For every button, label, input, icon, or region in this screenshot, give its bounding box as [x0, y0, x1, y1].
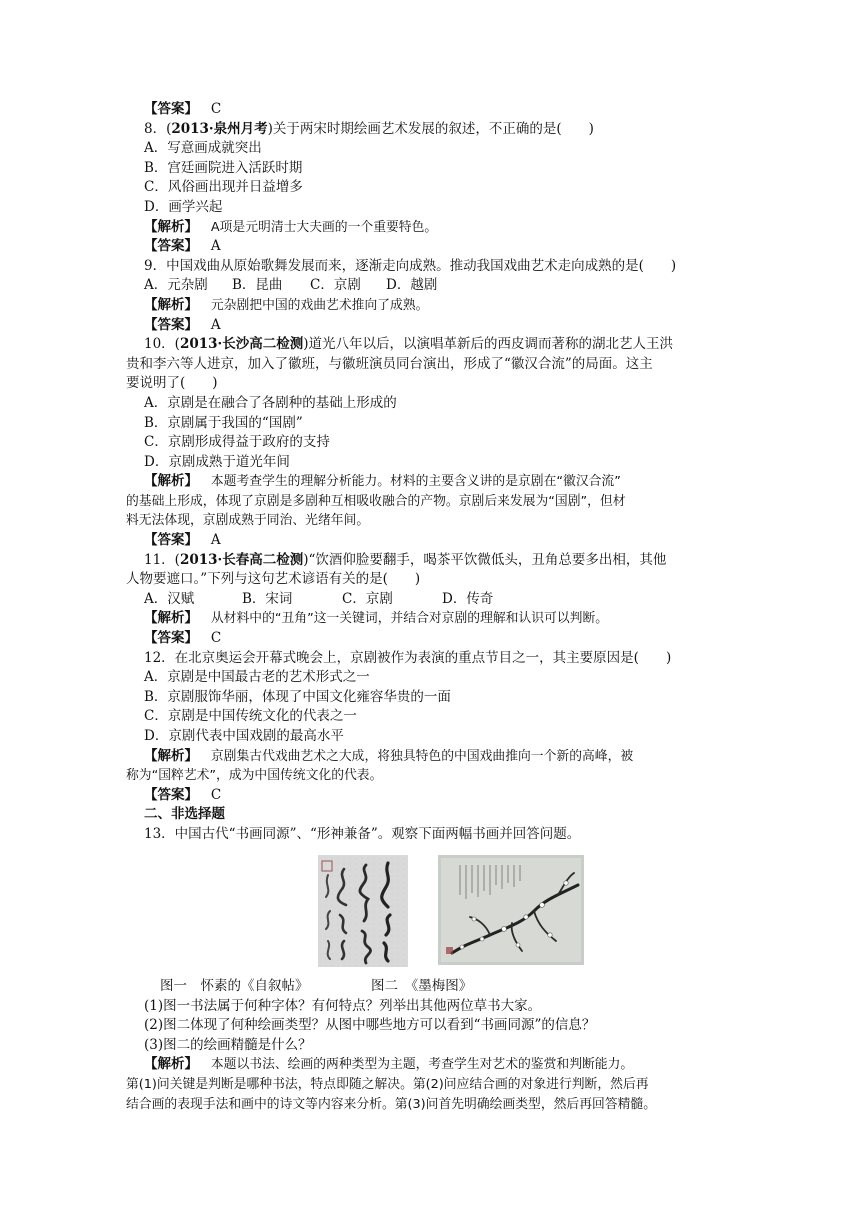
q11-num: 11．( — [144, 551, 180, 568]
q12-answer: C — [210, 786, 222, 803]
figure-2-caption: 图二 《墨梅图》 — [371, 977, 473, 994]
q9-analysis-text: 元杂剧把中国的戏曲艺术推向了成熟。 — [210, 297, 429, 313]
q10-option-c: C．京剧形成得益于政府的支持 — [144, 434, 330, 451]
q11-answer: C — [210, 630, 222, 647]
q9-answer: A — [210, 316, 221, 333]
q12-stem: 12．在北京奥运会开幕式晚会上，京剧被作为表演的重点节目之一，其主要原因是( ) — [144, 649, 672, 666]
q8-analysis-text: A项是元明清士大夫画的一个重要特色。 — [210, 219, 438, 235]
q11-stem-2: 人物要遮口。”下列与这句艺术谚语有关的是( ) — [126, 571, 421, 588]
q9-option-d: D．越剧 — [386, 277, 438, 294]
q8-option-a: A．写意画成就突出 — [144, 140, 262, 157]
q12-option-c: C．京剧是中国传统文化的代表之一 — [144, 708, 357, 725]
q10-analysis-2: 的基础上形成，体现了京剧是多剧种互相吸收融合的产物。京剧后来发展为“国剧”，但材 — [126, 493, 626, 509]
analysis-label: 【解析】 — [144, 473, 198, 490]
q8-analysis — [126, 218, 736, 238]
section-heading: 二、非选择题 — [144, 806, 225, 823]
q10-option-d: D．京剧成熟于道光年间 — [144, 453, 290, 470]
q10-stem-text-1: )道光八年以后，以演唱革新后的西皮调而著称的湖北艺人王洪 — [303, 336, 674, 353]
q11-option-d: D．传奇 — [442, 590, 494, 607]
q8-year: 2013· — [171, 120, 214, 137]
q10-stem-3: 要说明了( ) — [126, 375, 218, 392]
q11-source: 长春高二检测 — [222, 551, 304, 568]
q9-stem: 9．中国戏曲从原始歌舞发展而来，逐渐走向成熟。推动我国戏曲艺术走向成熟的是( ) — [144, 257, 677, 274]
q10-option-b: B．京剧属于我国的“国剧” — [144, 414, 303, 431]
q10-stem-2: 贵和李六等人进京，加入了徽班，与徽班演员同台演出，形成了“徽汉合流”的局面。这主 — [126, 355, 653, 372]
q9-options — [126, 276, 736, 296]
q13-sub-3: (3)图二的绘画精髓是什么？ — [144, 1036, 312, 1053]
answer-label: 【答案】 — [144, 238, 198, 255]
document-page — [126, 100, 736, 1114]
q8-option-d: D．画学兴起 — [144, 198, 223, 215]
q13-analysis-3: 结合画的表现手法和画中的诗文等内容来分析。第(3)问首先明确绘画类型，然后再回答精髓。 — [126, 1096, 657, 1112]
q8-stem-text: )关于两宋时期绘画艺术发展的叙述，不正确的是( ) — [267, 120, 594, 137]
q10-analysis-text-1: 本题考查学生的理解分析能力。材料的主要含义讲的是京剧在“徽汉合流” — [210, 474, 621, 490]
q11-option-a: A．汉赋 — [144, 590, 195, 607]
q12-option-d: D．京剧代表中国戏剧的最高水平 — [144, 728, 344, 744]
q8-option-b: B．宫廷画院进入活跃时期 — [144, 159, 303, 176]
q10-option-a: A．京剧是在融合了各剧种的基础上形成的 — [144, 394, 397, 411]
answer-label: 【答案】 — [144, 101, 198, 117]
q10-answer: A — [210, 532, 221, 549]
q13-sub-1: (1)图一书法属于何种字体？有何特点？列举出其他两位草书大家。 — [144, 997, 542, 1014]
q11-options — [126, 590, 736, 610]
q13-stem: 13．中国古代“书画同源”、“形神兼备”。观察下面两幅书画并回答问题。 — [144, 825, 581, 842]
q13-analysis-text-1: 本题以书法、绘画的两种类型为主题，考查学生对艺术的鉴赏和判断能力。 — [210, 1057, 634, 1073]
q13-figures — [126, 851, 736, 977]
q13-analysis-2: 第(1)问关键是判断是哪种书法，特点即随之解决。第(2)问应结合画的对象进行判断，然后再 — [126, 1076, 649, 1092]
q10-answer-line — [126, 531, 736, 551]
q9-option-c: C．京剧 — [310, 277, 361, 294]
answer-label: 【答案】 — [144, 316, 198, 333]
analysis-label: 【解析】 — [144, 218, 198, 235]
q11-option-c: C．京剧 — [342, 590, 393, 607]
q12-analysis-text-1: 京剧集古代戏曲艺术之大成，将独具特色的中国戏曲推向一个新的高峰，被 — [210, 748, 634, 764]
q11-analysis — [126, 609, 736, 629]
q8-answer-line — [126, 237, 736, 257]
analysis-label: 【解析】 — [144, 610, 198, 627]
q12-answer-line — [126, 786, 736, 806]
analysis-label: 【解析】 — [144, 296, 198, 313]
q11-analysis-text: 从材料中的“丑角”这一关键词，并结合对京剧的理解和认识可以判断。 — [210, 611, 609, 627]
q10-source: 长沙高二检测 — [222, 336, 304, 353]
answer-label: 【答案】 — [144, 786, 198, 803]
q7-answer: C — [210, 101, 222, 117]
answer-label: 【答案】 — [144, 532, 198, 549]
q13-sub-2: (2)图二体现了何种绘画类型？从图中哪些地方可以看到“书画同源”的信息？ — [144, 1017, 596, 1034]
q9-analysis — [126, 296, 736, 316]
q10-num: 10．( — [144, 336, 180, 353]
plum-blossom-painting — [438, 855, 584, 965]
figure-1-caption: 图一 怀素的《自叙帖》 — [160, 977, 309, 994]
q12-option-a: A．京剧是中国最古老的艺术形式之一 — [144, 669, 370, 686]
q12-option-b: B．京剧服饰华丽，体现了中国文化雍容华贵的一面 — [144, 688, 451, 705]
q12-analysis-2: 称为“国粹艺术”，成为中国传统文化的代表。 — [126, 768, 383, 784]
calligraphy-image — [318, 855, 408, 967]
q11-option-b: B．宋词 — [242, 590, 293, 607]
q7-answer-line — [126, 100, 736, 120]
q10-stem-1 — [126, 335, 736, 355]
q11-stem-1 — [126, 551, 736, 571]
q11-stem-text-1: )“饮酒仰脸要翻手，喝茶平饮微低头，丑角总要多出相，其他 — [303, 551, 667, 568]
q9-option-a: A．元杂剧 — [144, 277, 208, 294]
q13-captions — [126, 977, 736, 997]
q8-source: 泉州月考 — [213, 120, 268, 137]
q8-stem — [126, 120, 736, 140]
q9-option-b: B．昆曲 — [232, 277, 283, 294]
q8-option-c: C．风俗画出现并日益增多 — [144, 179, 303, 196]
q8-answer: A — [210, 238, 221, 255]
analysis-label: 【解析】 — [144, 1056, 198, 1073]
q11-year: 2013· — [179, 551, 223, 568]
q10-analysis-1 — [126, 472, 736, 492]
q10-year: 2013· — [179, 336, 223, 353]
q13-analysis-1 — [126, 1055, 736, 1075]
q9-answer-line — [126, 316, 736, 336]
analysis-label: 【解析】 — [144, 747, 198, 764]
q11-answer-line — [126, 629, 736, 649]
q12-analysis-1 — [126, 747, 736, 767]
answer-label: 【答案】 — [144, 630, 198, 647]
q8-num: 8．( — [144, 120, 172, 137]
q10-analysis-3: 料无法体现，京剧成熟于同治、光绪年间。 — [126, 513, 370, 529]
